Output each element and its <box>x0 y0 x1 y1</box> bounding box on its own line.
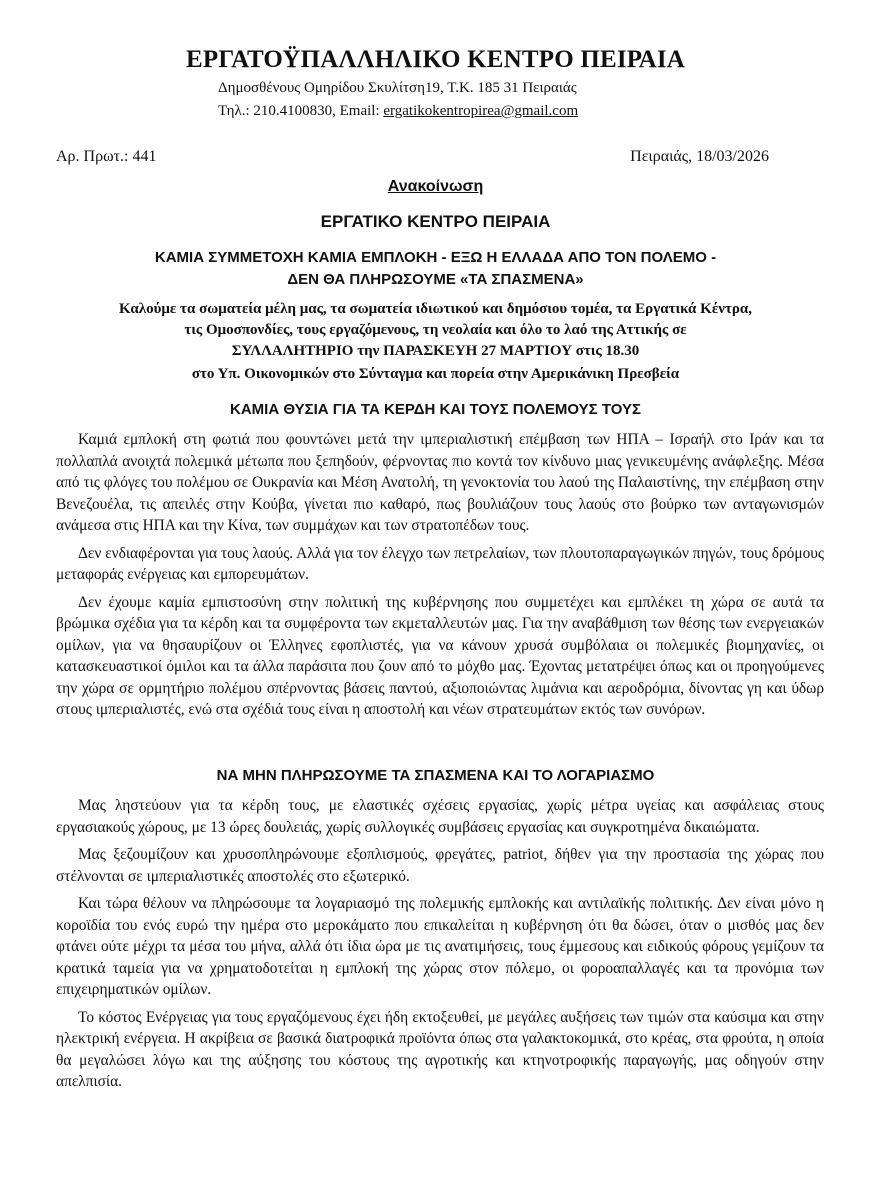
organization-name: ΕΡΓΑΤΟΫΠΑΛΛΗΛΙΚΟ ΚΕΝΤΡΟ ΠΕΙΡΑΙΑ <box>185 46 686 73</box>
section-1-heading: ΚΑΜΙΑ ΘΥΣΙΑ ΓΙΑ ΤΑ ΚΕΡΔΗ ΚΑΙ ΤΟΥΣ ΠΟΛΕΜΟΥΣ ΤΟΥΣ <box>230 401 641 418</box>
phone-text: Τηλ.: 210.4100830, Email: <box>218 103 384 119</box>
call-line-2: τις Ομοσπονδίες, τους εργαζόμενους, τη νεολαία και όλο το λαό της Αττικής σε <box>184 322 687 338</box>
section-2-heading: ΝΑ ΜΗΝ ΠΛΗΡΩΣΟΥΜΕ ΤΑ ΣΠΑΣΜΕΝΑ ΚΑΙ ΤΟ ΛΟΓΑΡΙΑΣΜΟ <box>216 767 655 784</box>
paragraph: Και τώρα θέλουν να πληρώσουμε τα λογαριασμό της πολεμικής εμπλοκής και αντιλαϊκής πολιτικής. Δεν είναι μόνο η κοροϊδία του ενός ευρώ την ημέρα στο μεροκάματο που επικαλείται η κυβέρνηση ότι θα δώσει, όταν ο μισθός μας δεν φτάνει ούτε μέχρι τα μέσα του μήνα, αλλά ότι ίδια ώρα με τις ανατιμήσεις, τους έμμεσους και ειδικούς φόρους γεμίζουν τα κρατικά ταμεία για να χρηματοδοτείται η εμπλοκή της χώρας στον πόλεμο, οι φοροαπαλλαγές και τα προνόμια των επιχειρηματικών ομίλων. <box>56 895 824 998</box>
paragraph: Δεν έχουμε καμία εμπιστοσύνη στην πολιτική της κυβέρνησης που συμμετέχει και εμπλέκει τη χώρα σε αυτά τα βρώμικα σχέδια για τα κέρδη και τα συμφέροντα των εκμεταλλευτών μας. Για την αναβάθμιση των θέσης των ενεργειακών ομίλων, για να θησαυρίζουν οι Έλληνες εφοπλιστές, για να κάνουν χρυσά συμβόλαια οι πολεμικές βιομηχανίες, οι κατασκευαστικοί όμιλοι και τα άλλα παράσιτα που ζουν από το μόχθο μας. Έχοντας μετατρέψει όπως και οι προηγούμενες την χώρα σε ορμητήριο πολέμου σπέρνοντας βάσεις παντού, αξιοποιώντας λιμάνια και αεροδρόμια, δίνοντας γη και ύδωρ στους ιμπεριαλιστές, ενώ στα σχέδιά τους είναι η αποστολή και νέων στρατευμάτων εκτός των συνόρων. <box>56 593 824 718</box>
paragraph: Το κόστος Ενέργειας για τους εργαζόμενους έχει ήδη εκτοξευθεί, με μεγάλες αυξήσεις των τιμών στα καύσιμα και στην ηλεκτρική ενέργεια. Η ακρίβεια σε βασικά διατροφικά προϊόντα όπως στα γαλακτοκομικά, στο κρέας, στα φρούτα, η οποία θα μεγαλώσει λόγω και της αύξησης του κόστους της αγροτικής και κτηνοτροφικής παραγωγής, μας οδηγούν στην απελπισία. <box>56 1008 824 1090</box>
document-date: Πειραιάς, 18/03/2026 <box>630 148 769 165</box>
paragraph: Μας ξεζουμίζουν και χρυσοπληρώνουμε εξοπλισμούς, φρεγάτες, patriot, δήθεν για την προστασία της χώρας που στέλνονται σε ιμπεριαλιστικές αποστολές στο εξωτερικό. <box>56 846 824 885</box>
paragraph: Μας ληστεύουν για τα κέρδη τους, με ελαστικές σχέσεις εργασίας, χωρίς μέτρα υγείας και ασφάλειας στους εργασιακούς χώρους, με 13 ώρες δουλειάς, χωρίς συλλογικές συμβάσεις εργασίας και συγκροτημένα δικαιώματα. <box>56 797 824 836</box>
call-line-3: ΣΥΛΛΑΛΗΤΗΡΙΟ την ΠΑΡΑΣΚΕΥΗ 27 ΜΑΡΤΙΟΥ στις 18.30 <box>231 343 640 359</box>
organization-address: Δημοσθένους Ομηρίδου Σκυλίτση19, Τ.Κ. 185 31 Πειραιάς <box>218 80 577 96</box>
section-2-body <box>56 795 824 1099</box>
call-line-1: Καλούμε τα σωματεία μέλη μας, τα σωματεία ιδιωτικού και δημόσιου τομέα, τα Εργατικά Κέντρα, <box>118 301 753 317</box>
email-link[interactable]: ergatikokentropirea@gmail.com <box>383 103 579 119</box>
contact-line <box>218 103 578 120</box>
protocol-number: Αρ. Πρωτ.: 441 <box>56 148 157 165</box>
call-line-4: στο Υπ. Οικονομικών στο Σύνταγμα και πορεία στην Αμερικάνικη Πρεσβεία <box>191 366 680 382</box>
slogan-line-1: ΚΑΜΙΑ ΣΥΜΜΕΤΟΧΗ ΚΑΜΙΑ ΕΜΠΛΟΚΗ - ΕΞΩ Η ΕΛΛΑΔΑ ΑΠΟ ΤΟΝ ΠΟΛΕΜΟ - <box>154 249 717 266</box>
paragraph: Καμιά εμπλοκή στη φωτιά που φουντώνει μετά την ιμπεριαλιστική επέμβαση των ΗΠΑ – Ισραήλ στο Ιράν και τα πολλαπλά ανοιχτά πολεμικά μέτωπα που ξεπηδούν, φέρνοντας πιο κοντά τον κίνδυνο μιας γενικευμένης ανάφλεξης. Μέσα από τις φλόγες του πολέμου σε Ουκρανία και Μέση Ανατολή, τη γενοκτονία του λαού της Παλαιστίνης, την επέμβαση στην Βενεζουέλα, τις απειλές στην Κούβα, γίνεται πιο καθαρό, πως βουλιάζουν τους λαούς στο βούρκο των ανταγωνισμών ανάμεσα στις ΗΠΑ και την Κίνα, των συμμάχων και των στρατοπέδων τους. <box>56 431 824 534</box>
paragraph: Δεν ενδιαφέρονται για τους λαούς. Αλλά για τον έλεγχο των πετρελαίων, των πλουτοπαραγωγικών πηγών, τους δρόμους μεταφοράς ενέργειας και εμπορευμάτων. <box>56 544 824 583</box>
labor-center-title: ΕΡΓΑΤΙΚΟ ΚΕΝΤΡΟ ΠΕΙΡΑΙΑ <box>320 212 551 231</box>
slogan-line-2: ΔΕΝ ΘΑ ΠΛΗΡΩΣΟΥΜΕ «ΤΑ ΣΠΑΣΜΕΝΑ» <box>287 271 584 288</box>
announcement-title: Ανακοίνωση <box>387 178 484 195</box>
section-1-body <box>56 429 824 727</box>
